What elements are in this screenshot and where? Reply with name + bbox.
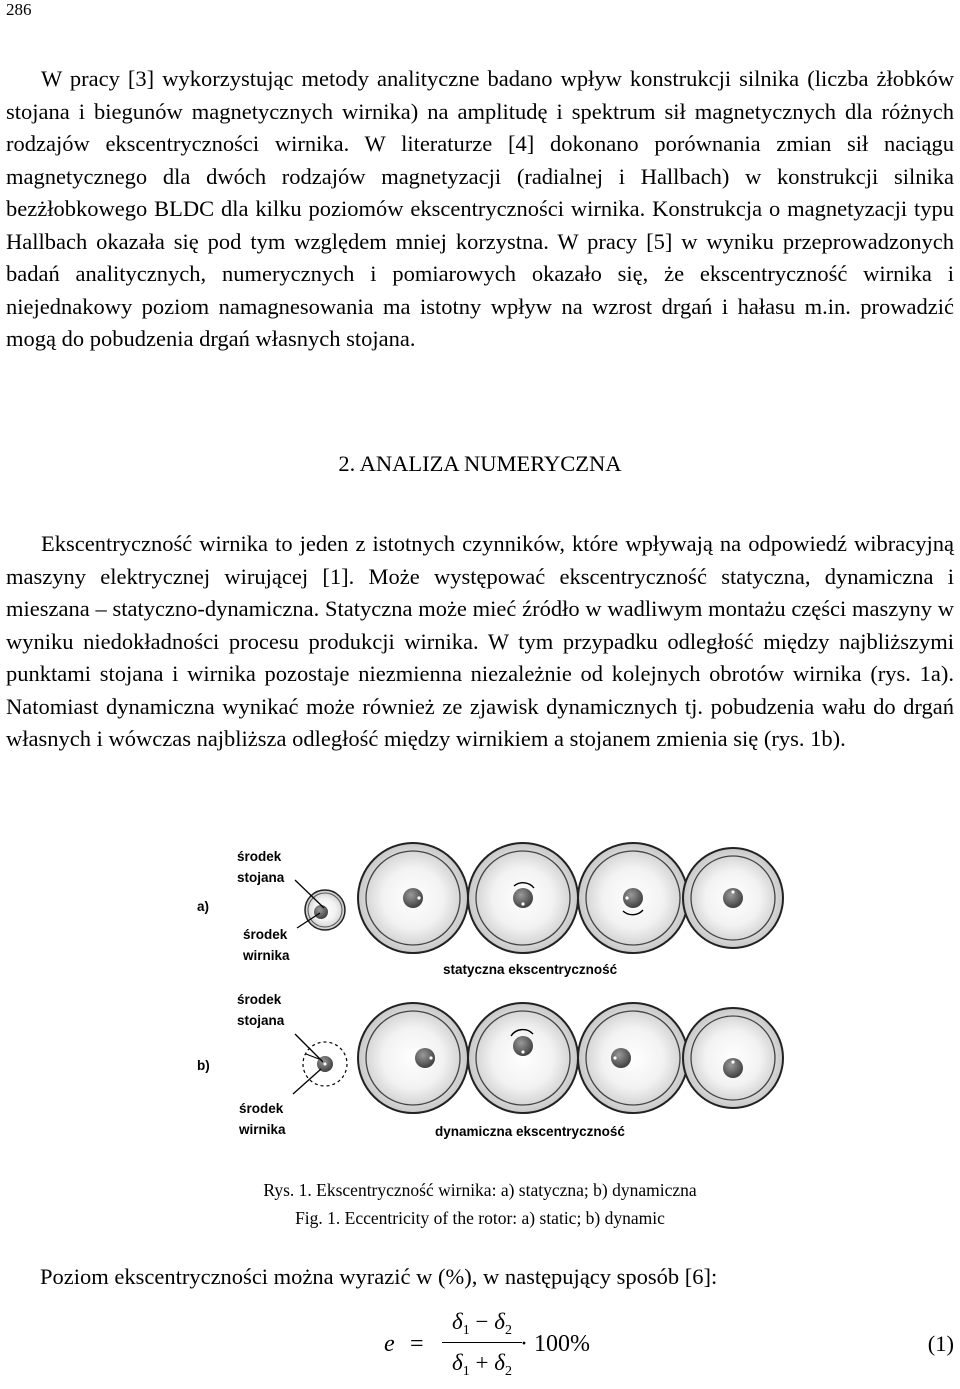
eq-lhs: e — [384, 1331, 395, 1357]
eq-percent: · 100% — [520, 1331, 590, 1357]
dynamic-disc-1 — [358, 1003, 468, 1113]
eq-equals: = — [410, 1331, 424, 1357]
dynamic-disc-4 — [683, 1008, 783, 1108]
section-heading: 2. ANALIZA NUMERYCZNA — [338, 451, 622, 476]
static-disc-1 — [358, 843, 468, 953]
figure-eccentricity — [185, 838, 785, 1158]
eq-denominator: $\delta_1 + \delta_2$ — [452, 1350, 512, 1379]
formula-intro: Poziom ekscentryczności można wyrazić w (%), w następujący sposób [6]: — [40, 1264, 718, 1289]
equation-number: (1) — [927, 1331, 954, 1356]
figure-caption-en: Fig. 1. Eccentricity of the rotor: a) static; b) dynamic — [295, 1208, 665, 1228]
equation-1 — [380, 1305, 960, 1385]
figure-caption-pl: Rys. 1. Ekscentryczność wirnika: a) statyczna; b) dynamiczna — [263, 1180, 697, 1200]
rotor-center-label: środek — [239, 1101, 284, 1116]
eq-fraction — [442, 1305, 522, 1380]
dynamic-caption: dynamiczna ekscentryczność — [435, 1124, 625, 1139]
static-schematic — [295, 880, 345, 930]
static-disc-4 — [683, 848, 783, 948]
eq-fraction-bar — [442, 1342, 522, 1343]
static-disc-3 — [578, 843, 688, 953]
dynamic-schematic — [293, 1034, 347, 1094]
rotor-center-label: wirnika — [243, 948, 290, 963]
row-b-label: b) — [197, 1058, 210, 1073]
stator-center-label: stojana — [237, 1013, 285, 1028]
rotor-center-label: środek — [243, 927, 288, 942]
page-number: 286 — [6, 0, 32, 19]
stator-center-label: stojana — [237, 870, 285, 885]
stator-center-label: środek — [237, 849, 282, 864]
dynamic-disc-3 — [578, 1003, 688, 1113]
rotor-center-label: wirnika — [239, 1122, 286, 1137]
stator-center-label: środek — [237, 992, 282, 1007]
eq-numerator: $\delta_1 - \delta_2$ — [452, 1309, 512, 1338]
row-a-label: a) — [197, 899, 210, 914]
dynamic-disc-2 — [468, 1003, 578, 1113]
body-paragraph: W pracy [3] wykorzystując metody analityczne badano wpływ konstrukcji silnika (liczba żłobków stojana i biegunów magnetycznych wirnika) na amplitudę i spektrum sił magnetycznych dla różnych rodzajów ekscentryczności wirnika. W literaturze [4] dokonano porównania zmian sił naciągu magnetycznego dla dwóch rodzajów magnetyzacji (radialnej i Hallbach) w konstrukcji silnika bezżłobkowego BLDC dla kilku poziomów ekscentryczności wirnika. Konstrukcja o magnetyzacji typu Hallbach okazała się pod tym względem mniej korzystna. W pracy [5] w wyniku przeprowadzonych badań analitycznych, numerycznych i pomiarowych okazało się, że ekscentryczność wirnika i niejednakowy poziom namagnesowania ma istotny wpływ na wzrost drgań i hałasu m.in. prowadzić mogą do pobudzenia drgań własnych stojana. — [6, 66, 954, 351]
body-paragraph: Ekscentryczność wirnika to jeden z istotnych czynników, które wpływają na odpowiedź wibracyjną maszyny elektrycznej wirującej [1]. Może występować ekscentryczność statyczna, dynamiczna i mieszana – statyczno-dynamiczna. Statyczna może mieć źródło w wadliwym montażu części maszyny w wyniku niedokładności procesu produkcji wirnika. W tym przypadku odległość między najbliższymi punktami stojana i wirnika pozostaje niezmienna niezależnie od kolejnych obrotów wirnika (rys. 1a). Natomiast dynamiczna wynikać może również ze zjawisk dynamicznych tj. pobudzenia wału do drgań własnych i wówczas najbliższa odległość między wirnikiem a stojanem zmienia się (rys. 1b). — [6, 531, 954, 751]
static-disc-2 — [468, 843, 578, 953]
static-caption: statyczna ekscentryczność — [443, 962, 618, 977]
